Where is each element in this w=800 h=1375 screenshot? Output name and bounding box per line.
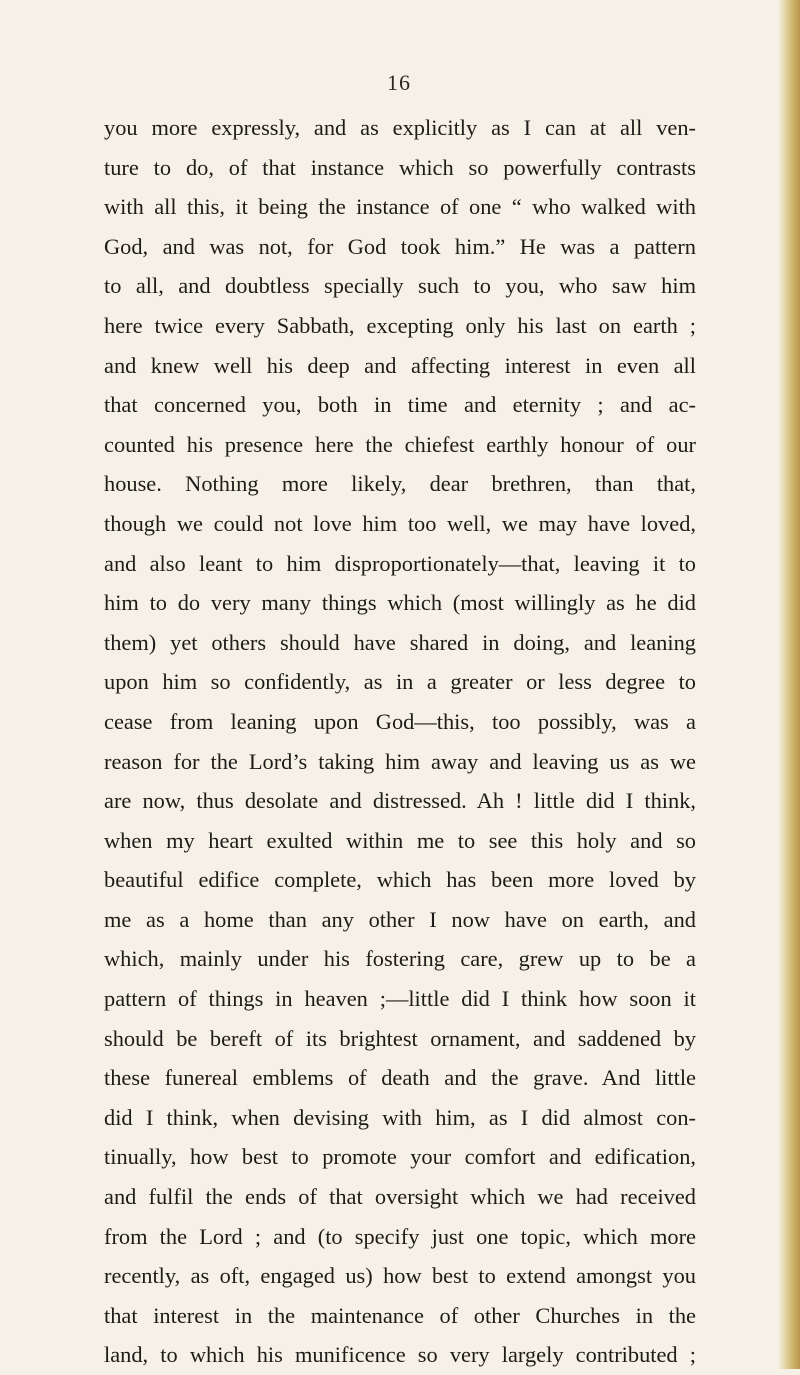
text-line: and knew well his deep and affecting interest in even all xyxy=(104,352,696,378)
text-line: these funereal emblems of death and the grave. And little xyxy=(104,1065,696,1091)
text-line: them) yet others should have shared in doing, and leaning xyxy=(104,629,696,655)
text-line: you more expressly, and as explicitly as I can at all ven- xyxy=(104,115,696,140)
text-line: beautiful edifice complete, which has been more loved by xyxy=(104,867,696,893)
text-line: to all, and doubtless specially such to you, who saw him xyxy=(104,273,696,299)
text-line: from the Lord ; and (to specify just one topic, which more xyxy=(104,1223,696,1249)
text-line: and also leant to him disproportionately—that, leaving it to xyxy=(104,550,696,576)
text-line: reason for the Lord’s taking him away and leaving us as we xyxy=(104,748,696,774)
text-line: when my heart exulted within me to see this holy and so xyxy=(104,827,696,853)
text-line: that interest in the maintenance of other Churches in the xyxy=(104,1302,696,1328)
text-line: house. Nothing more likely, dear brethren, than that, xyxy=(104,471,696,497)
text-line: pattern of things in heaven ;—little did I think how soon it xyxy=(104,986,696,1012)
text-line: did I think, when devising with him, as I did almost con- xyxy=(104,1104,696,1130)
text-line: recently, as oft, engaged us) how best to extend amongst you xyxy=(104,1263,696,1289)
text-line: that concerned you, both in time and eternity ; and ac- xyxy=(104,392,696,418)
text-line: upon him so confidently, as in a greater or less degree to xyxy=(104,669,696,695)
text-line: cease from leaning upon God—this, too possibly, was a xyxy=(104,708,696,734)
text-line: with all this, it being the instance of one “ who walked with xyxy=(104,194,696,220)
text-line: though we could not love him too well, we may have loved, xyxy=(104,510,696,536)
text-line: tinually, how best to promote your comfort and edification, xyxy=(104,1144,696,1170)
text-line: here twice every Sabbath, excepting only his last on earth ; xyxy=(104,312,696,338)
text-line: him to do very many things which (most willingly as he did xyxy=(104,590,696,616)
text-line: which, mainly under his fostering care, grew up to be a xyxy=(104,946,696,972)
text-line: counted his presence here the chiefest earthly honour of our xyxy=(104,431,696,457)
text-line: are now, thus desolate and distressed. Ah ! little did I think, xyxy=(104,788,696,814)
text-line: me as a home than any other I now have on earth, and xyxy=(104,906,696,932)
text-line: and fulfil the ends of that oversight which we had received xyxy=(104,1184,696,1210)
text-line: land, to which his munificence so very largely contributed ; xyxy=(104,1342,696,1368)
text-line: should be bereft of its brightest ornament, and saddened by xyxy=(104,1025,696,1051)
text-line: God, and was not, for God took him.” He was a pattern xyxy=(104,233,696,259)
text-line: ture to do, of that instance which so powerfully contrasts xyxy=(104,154,696,180)
body-text xyxy=(104,108,696,1375)
page-number: 16 xyxy=(387,70,411,95)
page-edge-shading xyxy=(778,0,800,1369)
